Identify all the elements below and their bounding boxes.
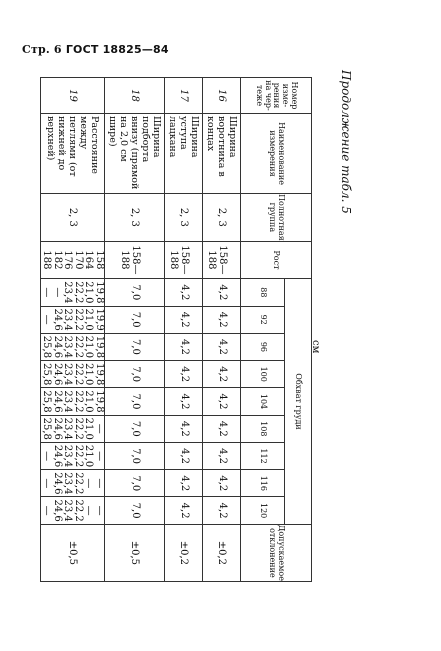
cell-value: 23,4	[62, 472, 74, 495]
chest-cell	[41, 333, 105, 360]
tolerance-value: ±0,2	[165, 524, 203, 581]
chest-cell	[105, 442, 165, 469]
height-value: 158—188	[206, 245, 228, 275]
cell-value: —	[94, 505, 105, 516]
cell-value: 19,8	[94, 335, 105, 359]
cell-value: —	[94, 423, 105, 434]
measurement-name: Расстояние между петлями (от нижней до верхней)	[41, 113, 105, 193]
cell-value: 7,0	[129, 311, 141, 328]
chest-cell	[105, 361, 165, 388]
chest-cell	[165, 279, 203, 306]
chest-cell	[203, 497, 241, 524]
table-row	[41, 78, 105, 582]
cell-value: 22,2	[73, 472, 84, 495]
chest-cell	[165, 361, 203, 388]
cell-value: 4,2	[216, 502, 228, 519]
fullness-group: 2, 3	[41, 194, 105, 242]
cell-value: 21,0	[83, 444, 95, 468]
cell-value: 24,6	[52, 363, 63, 386]
unit-label: см	[310, 340, 321, 354]
chest-cell	[203, 388, 241, 415]
cell-value: 23,4	[62, 390, 74, 413]
cell-value: 22,2	[73, 308, 84, 331]
chest-cell	[165, 470, 203, 497]
cell-value: 7,0	[129, 366, 141, 383]
cell-value: 4,2	[216, 475, 228, 492]
cell-value: 22,2	[73, 417, 84, 440]
cell-value: 23,4	[62, 335, 74, 359]
height-value: 158—188	[119, 245, 141, 275]
chest-cell	[165, 442, 203, 469]
chest-cell	[165, 388, 203, 415]
chest-cell	[41, 361, 105, 388]
cell-value: —	[41, 505, 53, 516]
cell-value: 4,2	[216, 420, 228, 437]
cell-value: 21,0	[83, 281, 95, 304]
chest-cell	[41, 442, 105, 469]
cell-value: —	[52, 287, 63, 298]
cell-value: 7,0	[129, 448, 141, 465]
cell-value: —	[41, 478, 53, 489]
measurement-name: Ширина уступа лацкана	[165, 113, 203, 193]
cell-value: 24,6	[52, 444, 63, 468]
chest-cell	[41, 497, 105, 524]
cell-value: 19,8	[94, 390, 105, 413]
chest-cell	[203, 415, 241, 442]
fullness-group: 2, 3	[203, 194, 241, 242]
chest-cell	[105, 497, 165, 524]
height-values	[165, 241, 203, 279]
cell-value: 24,6	[52, 335, 63, 359]
cell-value: 25,8	[41, 417, 53, 440]
cell-value: 7,0	[129, 338, 141, 355]
cell-value: 23,4	[62, 417, 74, 440]
cell-value: 7,0	[129, 420, 141, 437]
cell-value: 4,2	[216, 338, 228, 355]
chest-cell	[105, 306, 165, 333]
cell-value: —	[41, 314, 53, 325]
cell-value: 4,2	[216, 448, 228, 465]
cell-value: 4,2	[178, 393, 190, 410]
chest-cell	[203, 306, 241, 333]
col-height-header: Рост	[241, 241, 312, 279]
cell-value: —	[94, 478, 105, 489]
table-row	[203, 78, 241, 582]
cell-value: 22,2	[73, 335, 84, 359]
cell-value: 23,4	[62, 281, 74, 304]
height-value: 158	[94, 250, 105, 270]
fullness-group: 2, 3	[165, 194, 203, 242]
cell-value: —	[41, 287, 53, 298]
col-tolerance-header: Допускаемое отклонение	[241, 524, 312, 581]
cell-value: 7,0	[129, 502, 141, 519]
gost-number: ГОСТ 18825—84	[65, 43, 169, 56]
cell-value: 4,2	[178, 311, 190, 328]
chest-cell	[203, 333, 241, 360]
chest-size-88: 88	[241, 279, 285, 306]
cell-value: 7,0	[129, 393, 141, 410]
chest-size-116: 116	[241, 470, 285, 497]
col-chest-header: Обхват груди	[285, 279, 312, 525]
measurement-name: Ширина подборта внизу (прямой на 2,0 см шире)	[105, 113, 165, 193]
height-values	[41, 241, 105, 279]
cell-value: 22,2	[73, 363, 84, 386]
cell-value: —	[83, 478, 95, 489]
chest-cell	[41, 306, 105, 333]
tolerance-value: ±0,5	[41, 524, 105, 581]
chest-size-104: 104	[241, 388, 285, 415]
cell-value: —	[41, 451, 53, 462]
cell-value: 7,0	[129, 284, 141, 301]
chest-cell	[105, 470, 165, 497]
height-value: 188	[41, 250, 53, 270]
chest-cell	[203, 361, 241, 388]
row-number: 18	[105, 78, 165, 114]
height-value: 164	[83, 250, 95, 270]
height-value: 176	[62, 250, 74, 270]
cell-value: 4,2	[178, 420, 190, 437]
row-number: 17	[165, 78, 203, 114]
cell-value: 4,2	[178, 448, 190, 465]
fullness-group: 2, 3	[105, 194, 165, 242]
cell-value: 19,8	[94, 281, 105, 304]
chest-cell	[105, 415, 165, 442]
height-value: 158—188	[168, 245, 190, 275]
cell-value: 19,9	[94, 308, 105, 331]
cell-value: 4,2	[178, 475, 190, 492]
table-row	[165, 78, 203, 582]
cell-value: 25,8	[41, 390, 53, 413]
cell-value: 21,0	[83, 363, 95, 386]
cell-value: 4,2	[178, 502, 190, 519]
cell-value: 4,2	[216, 311, 228, 328]
chest-size-96: 96	[241, 333, 285, 360]
chest-cell	[165, 497, 203, 524]
tolerance-value: ±0,5	[105, 524, 165, 581]
chest-size-108: 108	[241, 415, 285, 442]
chest-cell	[165, 333, 203, 360]
chest-size-120: 120	[241, 497, 285, 524]
cell-value: 24,6	[52, 308, 63, 331]
continuation-caption: Продолжение табл. 5	[339, 70, 353, 214]
cell-value: 21,0	[83, 417, 95, 440]
chest-cell	[165, 415, 203, 442]
col-group-header: Полнотная группа	[241, 194, 312, 242]
height-values	[203, 241, 241, 279]
page-number: Стр. 6	[22, 43, 62, 56]
cell-value: 23,4	[62, 444, 74, 468]
chest-cell	[203, 470, 241, 497]
measurement-name: Ширина воротника в концах	[203, 113, 241, 193]
table-row	[105, 78, 165, 582]
chest-cell	[41, 388, 105, 415]
chest-size-100: 100	[241, 361, 285, 388]
cell-value: 22,2	[73, 281, 84, 304]
cell-value: 21,0	[83, 308, 95, 331]
cell-value: 22,2	[73, 444, 84, 468]
chest-cell	[41, 470, 105, 497]
cell-value: —	[83, 505, 95, 516]
row-number: 16	[203, 78, 241, 114]
chest-cell	[105, 388, 165, 415]
chest-cell	[105, 333, 165, 360]
cell-value: 4,2	[216, 284, 228, 301]
table-body	[41, 78, 241, 582]
cell-value: 24,6	[52, 472, 63, 495]
cell-value: 4,2	[216, 393, 228, 410]
chest-cell	[203, 279, 241, 306]
height-value: 170	[73, 250, 84, 270]
cell-value: 7,0	[129, 475, 141, 492]
cell-value: 24,6	[52, 417, 63, 440]
tolerance-value: ±0,2	[203, 524, 241, 581]
cell-value: 25,8	[41, 363, 53, 386]
chest-size-92: 92	[241, 306, 285, 333]
cell-value: 4,2	[178, 284, 190, 301]
cell-value: 22,2	[73, 390, 84, 413]
cell-value: 22,2	[73, 499, 84, 522]
cell-value: 23,4	[62, 308, 74, 331]
row-number: 19	[41, 78, 105, 114]
cell-value: 24,6	[52, 390, 63, 413]
chest-cell	[203, 442, 241, 469]
cell-value: —	[94, 451, 105, 462]
chest-cell	[105, 279, 165, 306]
cell-value: 21,0	[83, 390, 95, 413]
col-number-header: Номер изме-рения на чер-теже	[241, 78, 312, 114]
chest-size-112: 112	[241, 442, 285, 469]
cell-value: 4,2	[178, 338, 190, 355]
height-value: 182	[52, 250, 63, 270]
cell-value: 4,2	[178, 366, 190, 383]
chest-cell	[165, 306, 203, 333]
cell-value: 24,6	[52, 499, 63, 522]
height-values	[105, 241, 165, 279]
chest-cell	[41, 279, 105, 306]
cell-value: 23,4	[62, 499, 74, 522]
cell-value: 25,8	[41, 335, 53, 359]
measurement-table	[40, 77, 312, 582]
cell-value: 23,4	[62, 363, 74, 386]
cell-value: 4,2	[216, 366, 228, 383]
cell-value: 19,8	[94, 363, 105, 386]
cell-value: 21,0	[83, 335, 95, 359]
col-name-header: Наименование измерения	[241, 113, 312, 193]
chest-cell	[41, 415, 105, 442]
